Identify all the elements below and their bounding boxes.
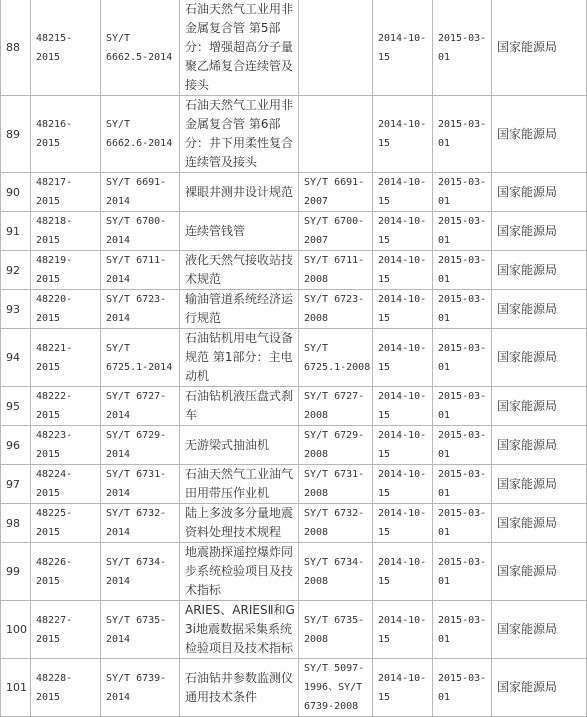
row-number: 100 — [1, 601, 31, 659]
issue-date: 2014-10- 15 — [373, 212, 433, 251]
approving-department: 国家能源局 — [492, 290, 587, 329]
issue-date: 2014-10- 15 — [373, 387, 433, 426]
standard-name: 石油钻机液压盘式刹车 — [180, 387, 299, 426]
record-number: 48228- 2015 — [31, 659, 101, 717]
standard-code: SY/T 6662.5-2014 — [101, 0, 180, 96]
standard-name: 连续管钱管 — [180, 212, 299, 251]
table-row — [1, 659, 587, 717]
record-number: 48223- 2015 — [31, 426, 101, 465]
standard-code: SY/T 6723- 2014 — [101, 290, 180, 329]
effective-date: 2015-03- 01 — [433, 426, 492, 465]
standard-name: 石油天然气工业用非金属复合管 第5部分：增强超高分子量聚乙烯复合连续管及接头 — [180, 0, 299, 96]
standard-code: SY/T 6700- 2014 — [101, 212, 180, 251]
row-number: 93 — [1, 290, 31, 329]
standard-name: 地震勘探遥控爆炸同步系统检验项目及技术指标 — [180, 543, 299, 601]
standard-name: 石油天然气工业油气田用带压作业机 — [180, 465, 299, 504]
issue-date: 2014-10- 15 — [373, 465, 433, 504]
record-number: 48224- 2015 — [31, 465, 101, 504]
effective-date: 2015-03- 01 — [433, 251, 492, 290]
standard-code: SY/T 6734- 2014 — [101, 543, 180, 601]
table-row — [1, 387, 587, 426]
row-number: 101 — [1, 659, 31, 717]
standard-name: 无游梁式抽油机 — [180, 426, 299, 465]
standard-name: 输油管道系统经济运行规范 — [180, 290, 299, 329]
replaced-standard: SY/T 6711- 2008 — [299, 251, 373, 290]
approving-department: 国家能源局 — [492, 0, 587, 96]
record-number: 48215- 2015 — [31, 0, 101, 96]
effective-date: 2015-03- 01 — [433, 601, 492, 659]
issue-date: 2014-10- 15 — [373, 659, 433, 717]
standard-name: 石油天然气工业用非金属复合管 第6部分：井下用柔性复合连续管及接头 — [180, 96, 299, 173]
record-number: 48222- 2015 — [31, 387, 101, 426]
standard-code: SY/T 6691- 2014 — [101, 173, 180, 212]
approving-department: 国家能源局 — [492, 329, 587, 387]
row-number: 99 — [1, 543, 31, 601]
effective-date: 2015-03- 01 — [433, 212, 492, 251]
approving-department: 国家能源局 — [492, 465, 587, 504]
table-row — [1, 465, 587, 504]
approving-department: 国家能源局 — [492, 212, 587, 251]
row-number: 97 — [1, 465, 31, 504]
issue-date: 2014-10- 15 — [373, 504, 433, 543]
replaced-standard: SY/T 6700- 2007 — [299, 212, 373, 251]
issue-date: 2014-10- 15 — [373, 426, 433, 465]
approving-department: 国家能源局 — [492, 659, 587, 717]
row-number: 88 — [1, 0, 31, 96]
replaced-standard: SY/T 6727- 2008 — [299, 387, 373, 426]
standard-code: SY/T 6727- 2014 — [101, 387, 180, 426]
record-number: 48216- 2015 — [31, 96, 101, 173]
approving-department: 国家能源局 — [492, 543, 587, 601]
standard-name: 裸眼井测井设计规范 — [180, 173, 299, 212]
standard-code: SY/T 6729- 2014 — [101, 426, 180, 465]
row-number: 98 — [1, 504, 31, 543]
standard-code: SY/T 6711- 2014 — [101, 251, 180, 290]
replaced-standard: SY/T 6735- 2008 — [299, 601, 373, 659]
table-row — [1, 173, 587, 212]
approving-department: 国家能源局 — [492, 251, 587, 290]
row-number: 96 — [1, 426, 31, 465]
effective-date: 2015-03- 01 — [433, 465, 492, 504]
effective-date: 2015-03- 01 — [433, 173, 492, 212]
replaced-standard — [299, 0, 373, 96]
standard-name: 液化天然气接收站技术规范 — [180, 251, 299, 290]
replaced-standard: SY/T 5097- 1996、SY/T 6739-2008 — [299, 659, 373, 717]
issue-date: 2014-10- 15 — [373, 96, 433, 173]
issue-date: 2014-10- 15 — [373, 543, 433, 601]
approving-department: 国家能源局 — [492, 504, 587, 543]
table-row — [1, 251, 587, 290]
issue-date: 2014-10- 15 — [373, 0, 433, 96]
replaced-standard: SY/T 6691- 2007 — [299, 173, 373, 212]
row-number: 94 — [1, 329, 31, 387]
effective-date: 2015-03- 01 — [433, 659, 492, 717]
standard-name: 陆上多波多分量地震资料处理技术规程 — [180, 504, 299, 543]
issue-date: 2014-10- 15 — [373, 173, 433, 212]
replaced-standard: SY/T 6729- 2008 — [299, 426, 373, 465]
approving-department: 国家能源局 — [492, 387, 587, 426]
table-row — [1, 504, 587, 543]
record-number: 48219- 2015 — [31, 251, 101, 290]
row-number: 89 — [1, 96, 31, 173]
standard-code: SY/T 6739- 2014 — [101, 659, 180, 717]
record-number: 48227- 2015 — [31, 601, 101, 659]
row-number: 90 — [1, 173, 31, 212]
effective-date: 2015-03- 01 — [433, 329, 492, 387]
standard-code: SY/T 6732- 2014 — [101, 504, 180, 543]
replaced-standard — [299, 96, 373, 173]
table-row — [1, 290, 587, 329]
replaced-standard: SY/T 6732- 2008 — [299, 504, 373, 543]
issue-date: 2014-10- 15 — [373, 251, 433, 290]
record-number: 48221- 2015 — [31, 329, 101, 387]
effective-date: 2015-03- 01 — [433, 290, 492, 329]
replaced-standard: SY/T 6731- 2008 — [299, 465, 373, 504]
approving-department: 国家能源局 — [492, 96, 587, 173]
issue-date: 2014-10- 15 — [373, 329, 433, 387]
effective-date: 2015-03- 01 — [433, 504, 492, 543]
standard-name: ARIES、ARIESⅡ和G3i地震数据采集系统检验项目及技术指标 — [180, 601, 299, 659]
table-row — [1, 426, 587, 465]
record-number: 48217- 2015 — [31, 173, 101, 212]
replaced-standard: SY/T 6734- 2008 — [299, 543, 373, 601]
effective-date: 2015-03- 01 — [433, 387, 492, 426]
row-number: 91 — [1, 212, 31, 251]
approving-department: 国家能源局 — [492, 601, 587, 659]
table-row — [1, 212, 587, 251]
effective-date: 2015-03- 01 — [433, 96, 492, 173]
record-number: 48226- 2015 — [31, 543, 101, 601]
record-number: 48220- 2015 — [31, 290, 101, 329]
replaced-standard: SY/T 6725.1-2008 — [299, 329, 373, 387]
standard-code: SY/T 6731- 2014 — [101, 465, 180, 504]
issue-date: 2014-10- 15 — [373, 290, 433, 329]
row-number: 95 — [1, 387, 31, 426]
replaced-standard: SY/T 6723- 2008 — [299, 290, 373, 329]
issue-date: 2014-10- 15 — [373, 601, 433, 659]
standard-name: 石油钻机用电气设备规范 第1部分：主电动机 — [180, 329, 299, 387]
table-row — [1, 329, 587, 387]
standard-code: SY/T 6662.6-2014 — [101, 96, 180, 173]
standard-code: SY/T 6725.1-2014 — [101, 329, 180, 387]
record-number: 48218- 2015 — [31, 212, 101, 251]
table-row — [1, 96, 587, 173]
approving-department: 国家能源局 — [492, 426, 587, 465]
record-number: 48225- 2015 — [31, 504, 101, 543]
effective-date: 2015-03- 01 — [433, 543, 492, 601]
effective-date: 2015-03- 01 — [433, 0, 492, 96]
table-row — [1, 601, 587, 659]
table-row — [1, 0, 587, 96]
row-number: 92 — [1, 251, 31, 290]
table-row — [1, 543, 587, 601]
standard-name: 石油钻井参数监测仪通用技术条件 — [180, 659, 299, 717]
approving-department: 国家能源局 — [492, 173, 587, 212]
table-body — [1, 0, 587, 717]
standard-code: SY/T 6735- 2014 — [101, 601, 180, 659]
